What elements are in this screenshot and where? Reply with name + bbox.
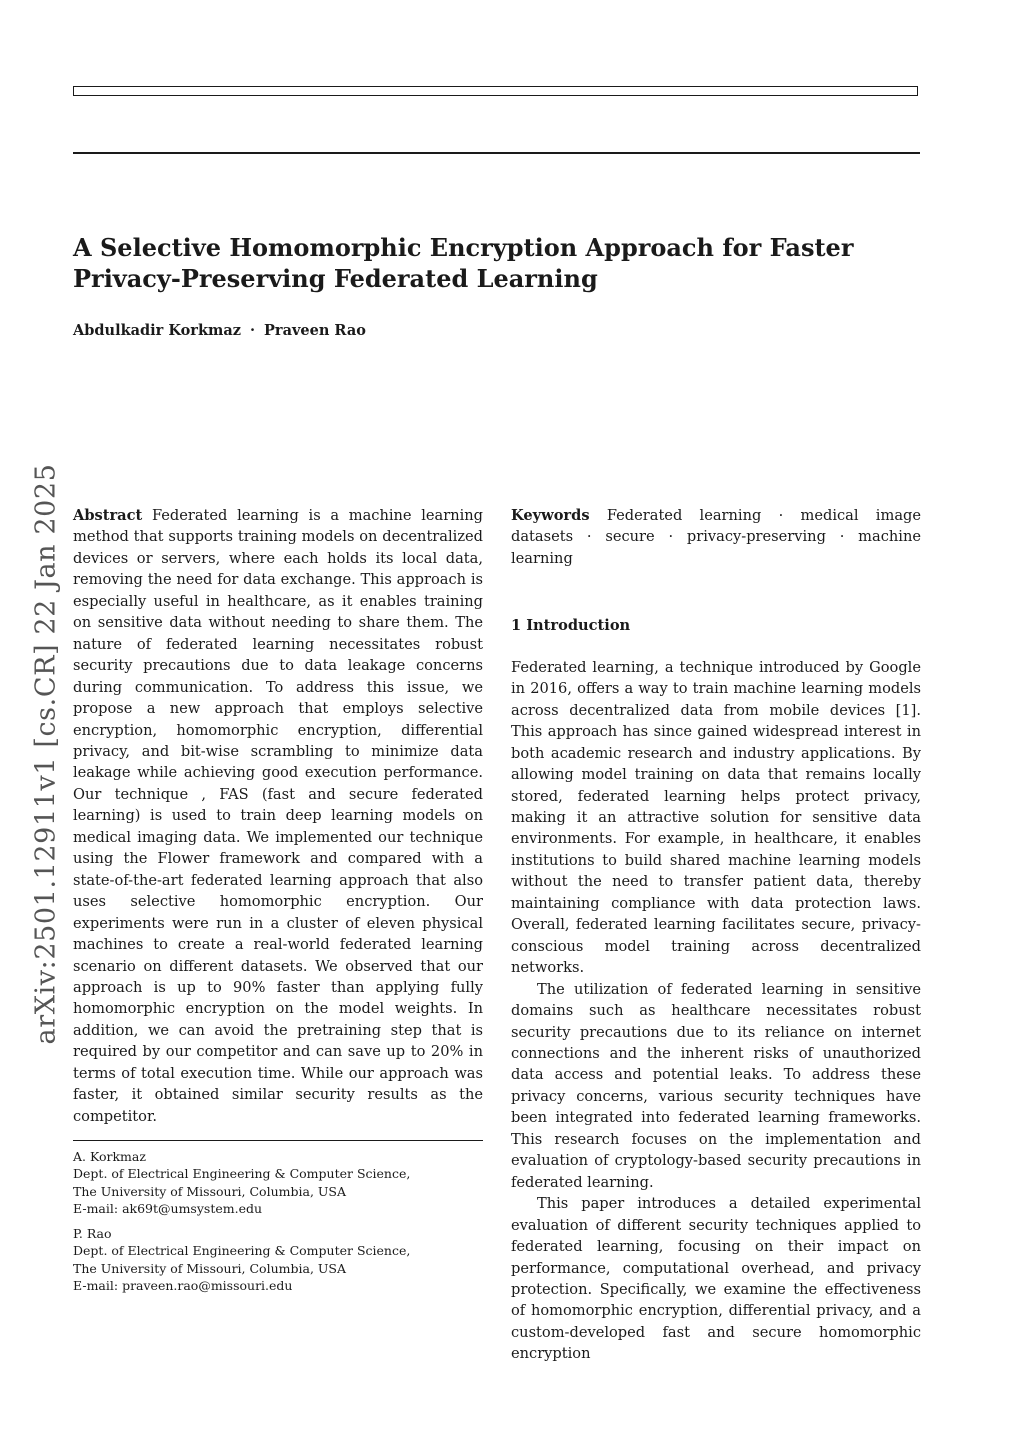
affiliation-email: E-mail: praveen.rao@missouri.edu xyxy=(73,1277,293,1293)
paper-title-line-1: A Selective Homomorphic Encryption Approach for Faster xyxy=(73,233,854,262)
header-box xyxy=(73,86,918,96)
intro-paragraph: This paper introduces a detailed experimental evaluation of different security techniques applied to federated learning, focusing on their impact on performance, computational overhead, and privacy protection. Specifically, we examine the effectiveness of homomorphic encryption, differential privacy, and a custom-developed fast and secure homomorphic encryption xyxy=(511,1195,921,1363)
affiliation-dept: Dept. of Electrical Engineering & Computer Science, xyxy=(73,1243,411,1259)
footnote-rule xyxy=(73,1140,483,1141)
abstract-text: Federated learning is a machine learning method that supports training models on decentralized devices or servers, where each holds its local data, removing the need for data exchange. This approach is especially useful in healthcare, as it enables training on sensitive data without needing to share them. The nature of federated learning necessitates robust security precautions due to data leakage concerns during communication. To address this issue, we propose a new approach that employs selective encryption, homomorphic encryption, differential privacy, and bit-wise scrambling to minimize data leakage while achieving good execution performance. Our technique , FAS (fast and secure federated learning) is used to train deep learning models on medical imaging data. We implemented our technique using the Flower framework and compared with a state-of-the-art federated learning approach that also uses selective homomorphic encryption. Our experiments were run in a cluster of eleven physical machines to create a real-world federated learning scenario on different datasets. We observed that our approach is up to 90% faster than applying fully homomorphic encryption on the model weights. In addition, we can avoid the pretraining step that is required by our competitor and can save up to 20% in terms of total execution time. While our approach was faster, it obtained similar security results as the competitor. xyxy=(73,507,483,1125)
abstract-label: Abstract xyxy=(73,507,143,524)
keywords-text: Federated learning · medical image datasets · secure · privacy-preserving · machine learning xyxy=(511,507,921,567)
section-heading-introduction: 1 Introduction xyxy=(511,617,631,635)
header-rule xyxy=(73,152,920,154)
author-name: Abdulkadir Korkmaz xyxy=(73,322,241,339)
affiliation-name: A. Korkmaz xyxy=(73,1149,146,1164)
affiliation-block xyxy=(73,1225,493,1294)
intro-paragraph: Federated learning, a technique introduced by Google in 2016, offers a way to train machine learning models across decentralized data from mobile devices [1]. This approach has since gained widespread interest in both academic research and industry applications. By allowing model training on data that remains locally stored, federated learning helps protect privacy, making it an attractive solution for sensitive data environments. For example, in healthcare, it enables institutions to build shared machine learning models without the need to transfer patient data, thereby maintaining compliance with data protection laws. Overall, federated learning facilitates secure, privacy-conscious model training across decentralized networks. xyxy=(511,658,921,977)
author-name: Praveen Rao xyxy=(264,322,366,339)
affiliation-university: The University of Missouri, Columbia, USA xyxy=(73,1260,347,1276)
intro-paragraph: The utilization of federated learning in sensitive domains such as healthcare necessitates robust security precautions due to its reliance on internet connections and the inherent risks of unauthorized data access and potential leaks. To address these privacy concerns, various security techniques have been integrated into federated learning frameworks. This research focuses on the implementation and evaluation of cryptology-based security precautions in federated learning. xyxy=(511,980,921,1191)
author-list xyxy=(73,322,366,339)
affiliation-university: The University of Missouri, Columbia, USA xyxy=(73,1183,347,1199)
paper-title xyxy=(73,232,923,294)
keywords-paragraph xyxy=(511,505,921,569)
affiliation-name: P. Rao xyxy=(73,1226,112,1241)
paper-title-line-2: Privacy-Preserving Federated Learning xyxy=(73,264,598,293)
right-column xyxy=(511,505,921,1365)
affiliation-dept: Dept. of Electrical Engineering & Computer Science, xyxy=(73,1166,411,1182)
author-separator: · xyxy=(249,322,256,339)
affiliation-email: E-mail: ak69t@umsystem.edu xyxy=(73,1200,263,1216)
arxiv-stamp: arXiv:2501.12911v1 [cs.CR] 22 Jan 2025 xyxy=(30,463,62,1045)
abstract-block xyxy=(73,505,483,1127)
affiliation-block xyxy=(73,1148,493,1217)
keywords-label: Keywords xyxy=(511,507,590,524)
abstract-paragraph xyxy=(73,505,483,1127)
